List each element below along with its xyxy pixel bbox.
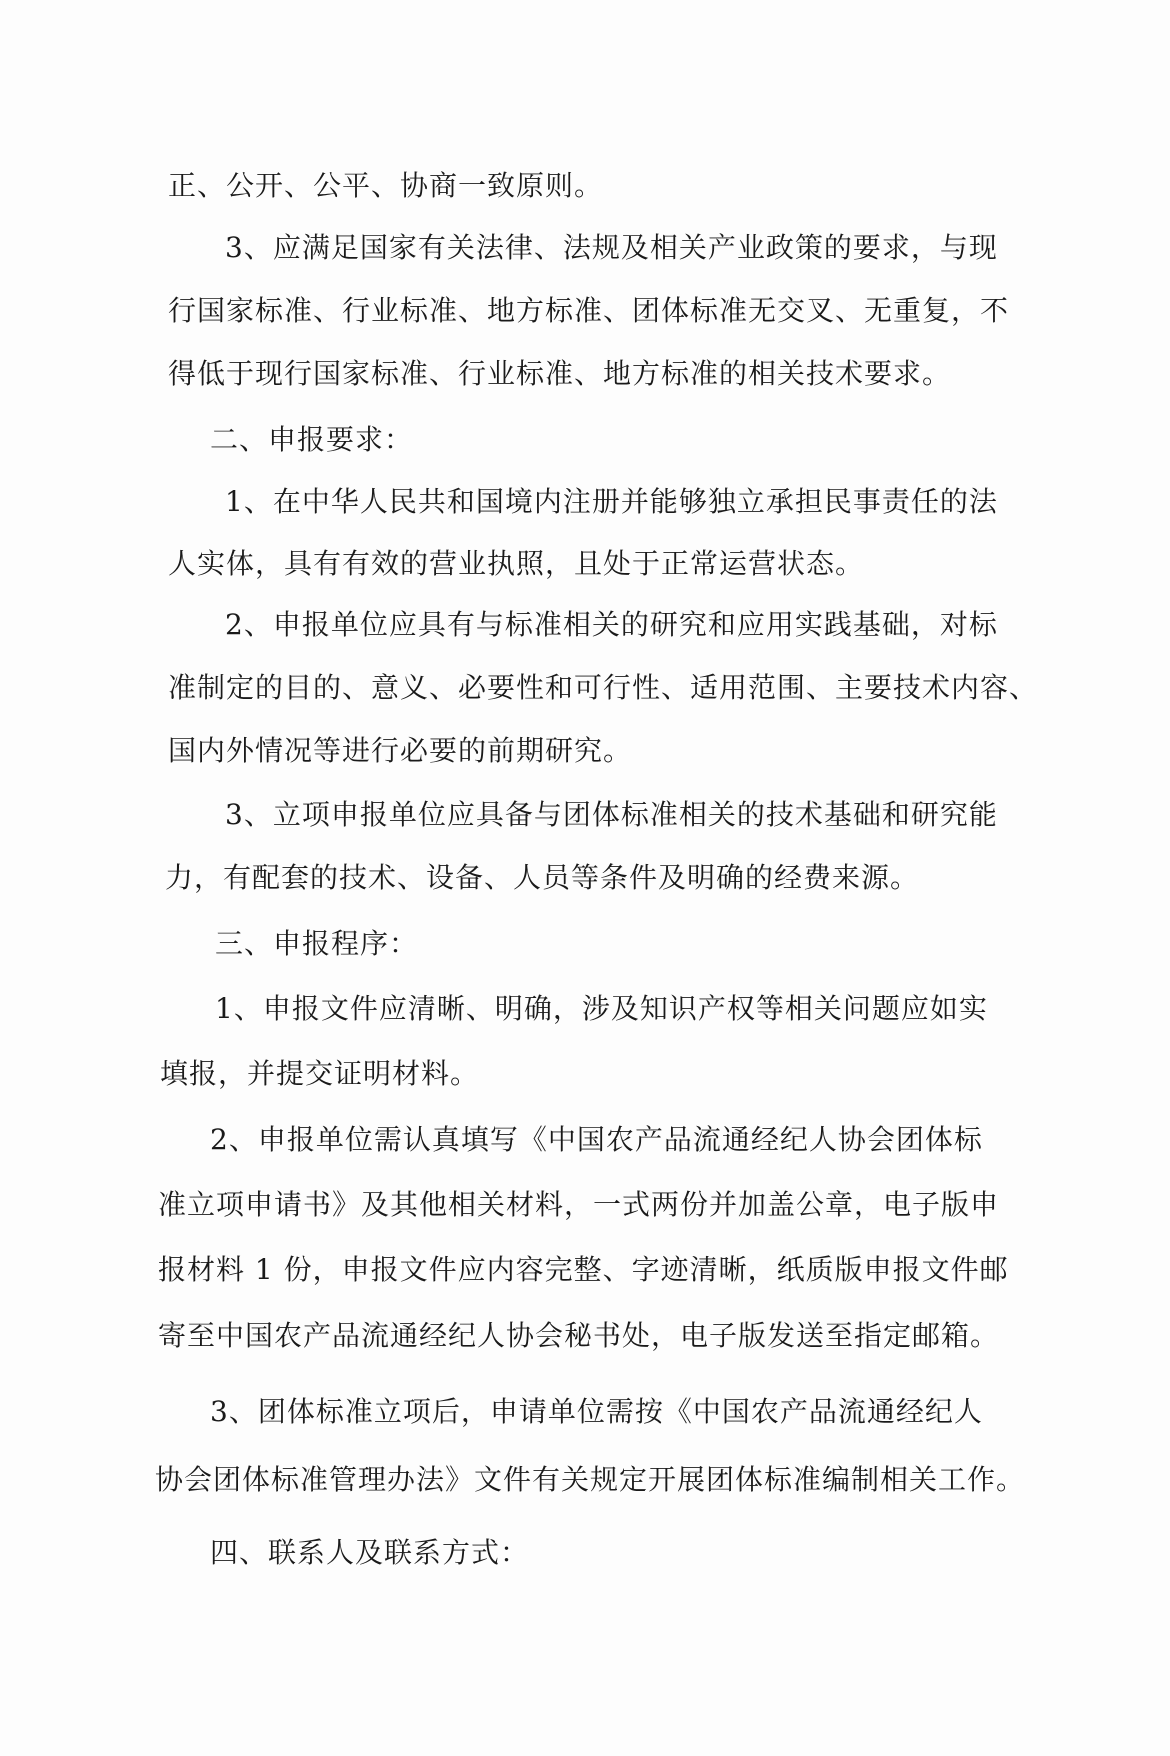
- text-line: 1、申报文件应清晰、明确，涉及知识产权等相关问题应如实: [215, 992, 988, 1025]
- text-line: 人实体，具有有效的营业执照，且处于正常运营状态。: [168, 547, 865, 580]
- text-line: 报材料 1 份，申报文件应内容完整、字迹清晰，纸质版申报文件邮: [158, 1253, 1009, 1286]
- text-line: 力，有配套的技术、设备、人员等条件及明确的经费来源。: [165, 861, 920, 894]
- text-line: 国内外情况等进行必要的前期研究。: [168, 734, 633, 767]
- section-heading: 四、联系人及联系方式：: [210, 1536, 530, 1569]
- text-line: 3、立项申报单位应具备与团体标准相关的技术基础和研究能: [225, 798, 998, 831]
- text-line: 行国家标准、行业标准、地方标准、团体标准无交叉、无重复，不: [168, 294, 1010, 327]
- text-line: 准制定的目的、意义、必要性和可行性、适用范围、主要技术内容、: [168, 671, 1039, 704]
- text-line: 2、申报单位需认真填写《中国农产品流通经纪人协会团体标: [210, 1123, 983, 1156]
- text-line: 3、应满足国家有关法律、法规及相关产业政策的要求，与现: [225, 231, 998, 264]
- text-line: 1、在中华人民共和国境内注册并能够独立承担民事责任的法: [225, 485, 998, 518]
- text-line: 填报，并提交证明材料。: [160, 1057, 480, 1090]
- text-line: 寄至中国农产品流通经纪人协会秘书处，电子版发送至指定邮箱。: [158, 1319, 1000, 1352]
- text-line: 正、公开、公平、协商一致原则。: [168, 169, 604, 202]
- text-line: 得低于现行国家标准、行业标准、地方标准的相关技术要求。: [168, 357, 952, 390]
- text-line: 准立项申请书》及其他相关材料，一式两份并加盖公章，电子版申: [158, 1188, 1000, 1221]
- section-heading: 二、申报要求：: [210, 423, 414, 456]
- text-line: 2、申报单位应具有与标准相关的研究和应用实践基础，对标: [225, 608, 998, 641]
- text-line: 3、团体标准立项后，申请单位需按《中国农产品流通经纪人: [210, 1395, 983, 1428]
- section-heading: 三、申报程序：: [215, 927, 419, 960]
- text-line: 协会团体标准管理办法》文件有关规定开展团体标准编制相关工作。: [155, 1463, 1026, 1496]
